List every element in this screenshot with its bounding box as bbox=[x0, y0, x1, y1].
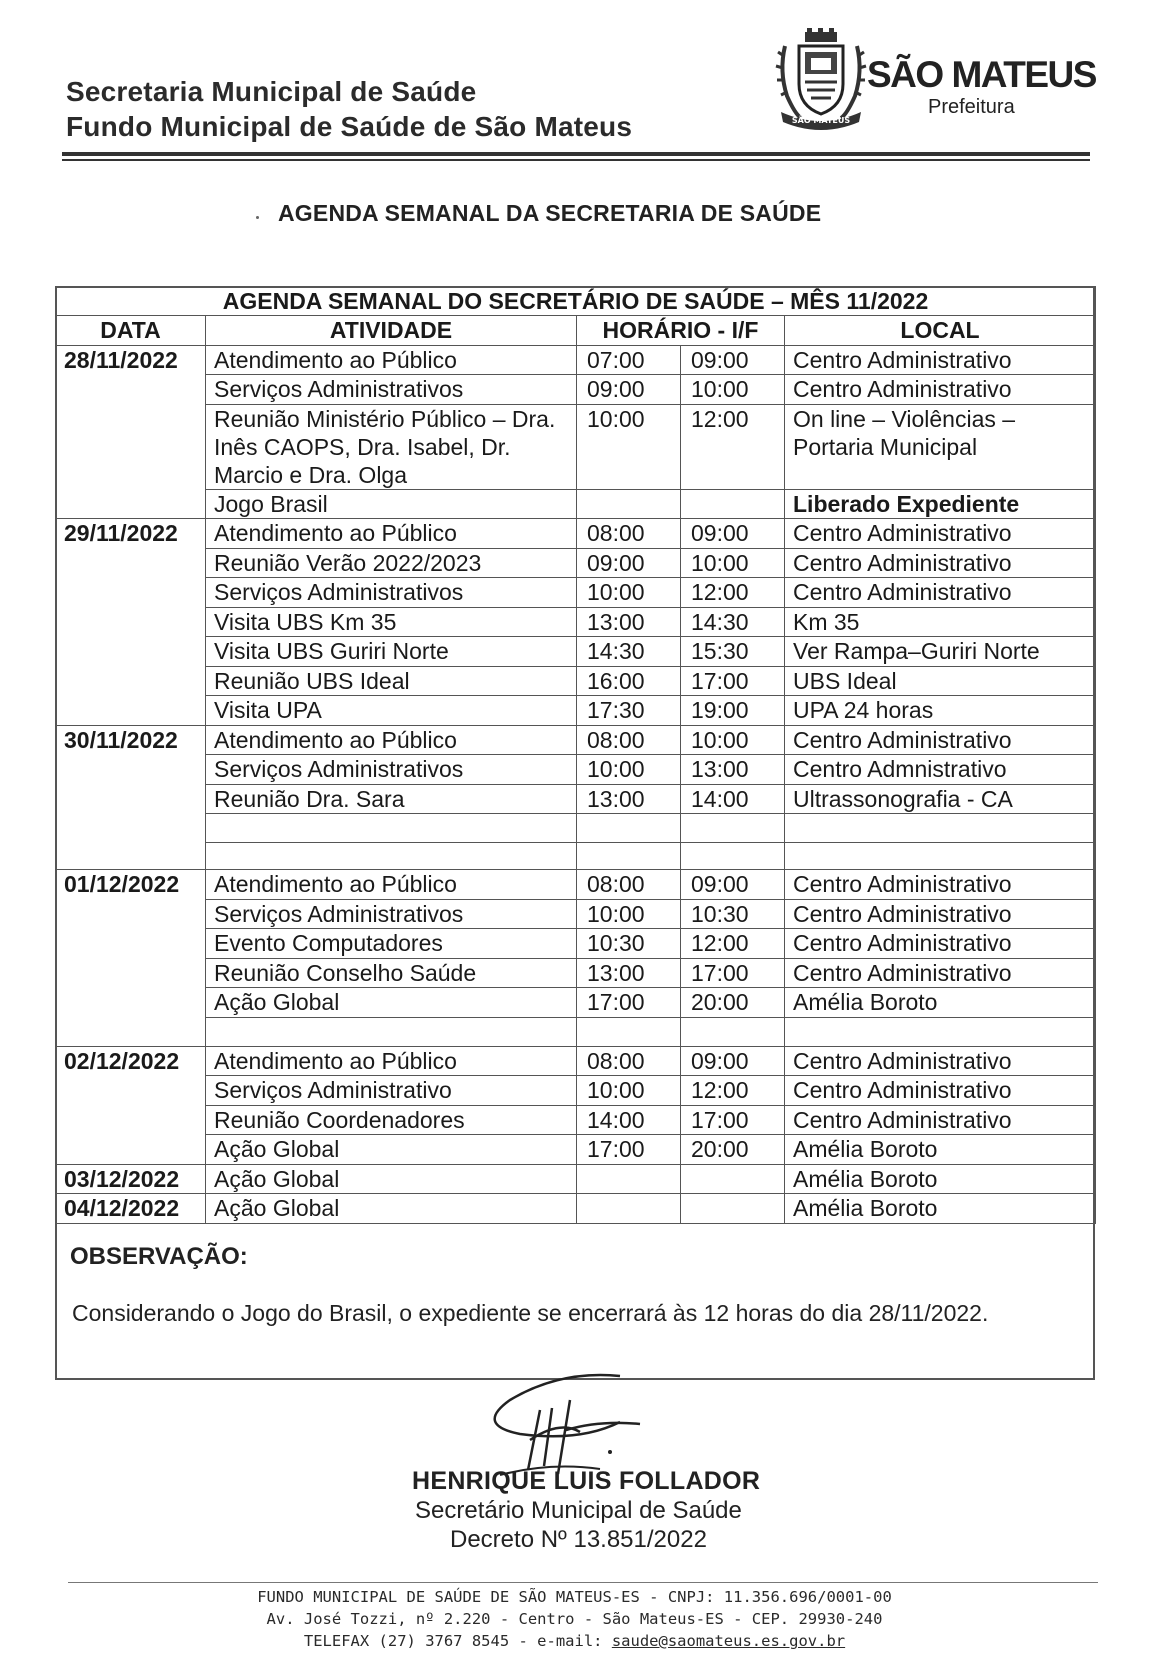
row-end-time: 10:00 bbox=[681, 375, 785, 405]
signatory-name: HENRIQUE LUIS FOLLADOR bbox=[412, 1467, 761, 1495]
table-row bbox=[56, 784, 1096, 814]
table-row bbox=[56, 1046, 1096, 1076]
stray-dot bbox=[256, 216, 259, 219]
row-start-time: 09:00 bbox=[577, 375, 681, 405]
row-date: 04/12/2022 bbox=[56, 1194, 206, 1224]
row-end-time: 20:00 bbox=[681, 1135, 785, 1165]
row-location: Centro Administrativo bbox=[785, 578, 1096, 608]
empty-row bbox=[56, 1017, 1096, 1046]
footer-line-1: FUNDO MUNICIPAL DE SAÚDE DE SÃO MATEUS-ES - CNPJ: 11.356.696/0001-00 bbox=[257, 1588, 892, 1606]
table-row bbox=[56, 548, 1096, 578]
row-location: Amélia Boroto bbox=[785, 1135, 1096, 1165]
row-location: Liberado Expediente bbox=[785, 489, 1096, 519]
table-row bbox=[56, 345, 1096, 375]
row-end-time: 17:00 bbox=[681, 666, 785, 696]
row-activity: Serviços Administrativo bbox=[206, 1076, 577, 1106]
row-end-time: 09:00 bbox=[681, 1046, 785, 1076]
row-location: Centro Administrativo bbox=[785, 1105, 1096, 1135]
row-location: Amélia Boroto bbox=[785, 1194, 1096, 1224]
row-start-time: 09:00 bbox=[577, 548, 681, 578]
row-end-time: 09:00 bbox=[681, 870, 785, 900]
row-end-time bbox=[681, 489, 785, 519]
row-activity: Reunião Verão 2022/2023 bbox=[206, 548, 577, 578]
row-start-time bbox=[577, 489, 681, 519]
empty-cell bbox=[577, 814, 681, 843]
row-activity: Serviços Administrativos bbox=[206, 578, 577, 608]
row-date: 30/11/2022 bbox=[56, 725, 206, 870]
row-activity: Reunião Coordenadores bbox=[206, 1105, 577, 1135]
row-location: Centro Administrativo bbox=[785, 519, 1096, 549]
table-row bbox=[56, 489, 1096, 519]
row-activity: Atendimento ao Público bbox=[206, 725, 577, 755]
document-title: AGENDA SEMANAL DA SECRETARIA DE SAÚDE bbox=[278, 200, 822, 226]
table-row bbox=[56, 1076, 1096, 1106]
row-location: Ultrassonografia - CA bbox=[785, 784, 1096, 814]
signatory-decree: Decreto Nº 13.851/2022 bbox=[450, 1526, 707, 1553]
row-date: 03/12/2022 bbox=[56, 1164, 206, 1194]
row-location: Ver Rampa–Guriri Norte bbox=[785, 637, 1096, 667]
observation-text: Considerando o Jogo do Brasil, o expediente se encerrará às 12 horas do dia 28/11/2022. bbox=[72, 1300, 989, 1326]
table-row bbox=[56, 755, 1096, 785]
row-location: UBS Ideal bbox=[785, 666, 1096, 696]
row-end-time: 15:30 bbox=[681, 637, 785, 667]
row-start-time: 17:00 bbox=[577, 988, 681, 1018]
row-start-time: 10:00 bbox=[577, 1076, 681, 1106]
row-location: Centro Administrativo bbox=[785, 899, 1096, 929]
empty-cell bbox=[681, 843, 785, 870]
footer-contact: TELEFAX (27) 3767 8545 - e-mail: bbox=[303, 1632, 612, 1650]
row-end-time: 14:00 bbox=[681, 784, 785, 814]
row-start-time: 16:00 bbox=[577, 666, 681, 696]
row-end-time: 13:00 bbox=[681, 755, 785, 785]
row-start-time: 08:00 bbox=[577, 725, 681, 755]
row-end-time: 10:00 bbox=[681, 725, 785, 755]
row-activity: Jogo Brasil bbox=[206, 489, 577, 519]
row-end-time: 12:00 bbox=[681, 578, 785, 608]
empty-cell bbox=[785, 843, 1096, 870]
row-location: Centro Administrativo bbox=[785, 1076, 1096, 1106]
row-start-time: 10:00 bbox=[577, 578, 681, 608]
header-line-2: Fundo Municipal de Saúde de São Mateus bbox=[66, 111, 633, 142]
table-row bbox=[56, 578, 1096, 608]
empty-cell bbox=[681, 1017, 785, 1046]
row-activity: Atendimento ao Público bbox=[206, 870, 577, 900]
row-date: 02/12/2022 bbox=[56, 1046, 206, 1164]
column-header-activity: ATIVIDADE bbox=[206, 316, 577, 346]
empty-cell bbox=[206, 843, 577, 870]
row-start-time: 10:00 bbox=[577, 755, 681, 785]
row-location: Centro Administrativo bbox=[785, 375, 1096, 405]
header-rule-thick bbox=[62, 152, 1090, 156]
row-end-time: 12:00 bbox=[681, 1076, 785, 1106]
row-date: 29/11/2022 bbox=[56, 519, 206, 726]
row-start-time bbox=[577, 1164, 681, 1194]
empty-cell bbox=[785, 1017, 1096, 1046]
row-end-time: 12:00 bbox=[681, 404, 785, 489]
agenda-table bbox=[55, 286, 1096, 1224]
table-title: AGENDA SEMANAL DO SECRETÁRIO DE SAÚDE – MÊS 11/2022 bbox=[56, 287, 1096, 316]
column-header-location: LOCAL bbox=[785, 316, 1096, 346]
row-activity: Reunião Conselho Saúde bbox=[206, 958, 577, 988]
table-row bbox=[56, 637, 1096, 667]
row-start-time: 10:00 bbox=[577, 899, 681, 929]
row-location: Amélia Boroto bbox=[785, 988, 1096, 1018]
signatory-role: Secretário Municipal de Saúde bbox=[415, 1497, 742, 1524]
table-row bbox=[56, 958, 1096, 988]
row-end-time bbox=[681, 1164, 785, 1194]
row-location: Centro Administrativo bbox=[785, 345, 1096, 375]
row-activity: Ação Global bbox=[206, 1164, 577, 1194]
row-location: Amélia Boroto bbox=[785, 1164, 1096, 1194]
row-end-time: 17:00 bbox=[681, 958, 785, 988]
table-row bbox=[56, 988, 1096, 1018]
table-row bbox=[56, 607, 1096, 637]
table-row bbox=[56, 666, 1096, 696]
empty-cell bbox=[577, 1017, 681, 1046]
row-date: 01/12/2022 bbox=[56, 870, 206, 1047]
row-start-time: 08:00 bbox=[577, 519, 681, 549]
footer-email-link[interactable]: saude@saomateus.es.gov.br bbox=[611, 1632, 846, 1650]
table-row bbox=[56, 1135, 1096, 1165]
row-end-time: 19:00 bbox=[681, 696, 785, 726]
table-row bbox=[56, 519, 1096, 549]
row-activity: Ação Global bbox=[206, 1135, 577, 1165]
row-location: On line – Violências – Portaria Municipal bbox=[785, 404, 1096, 489]
table-title-row bbox=[56, 287, 1096, 316]
footer-rule bbox=[68, 1582, 1098, 1583]
row-location: Km 35 bbox=[785, 607, 1096, 637]
row-start-time: 13:00 bbox=[577, 958, 681, 988]
table-row bbox=[56, 375, 1096, 405]
row-location: Centro Administrativo bbox=[785, 929, 1096, 959]
row-activity: Reunião Ministério Público – Dra. Inês CAOPS, Dra. Isabel, Dr. Marcio e Dra. Olga bbox=[206, 404, 577, 489]
table-row bbox=[56, 929, 1096, 959]
row-activity: Atendimento ao Público bbox=[206, 345, 577, 375]
row-start-time: 17:30 bbox=[577, 696, 681, 726]
row-activity: Atendimento ao Público bbox=[206, 1046, 577, 1076]
empty-cell bbox=[206, 1017, 577, 1046]
prefeitura-logo bbox=[775, 26, 1096, 136]
column-header-time: HORÁRIO - I/F bbox=[577, 316, 785, 346]
row-start-time: 08:00 bbox=[577, 1046, 681, 1076]
letterhead bbox=[66, 74, 632, 144]
row-activity: Serviços Administrativos bbox=[206, 899, 577, 929]
brand-subtitle: Prefeitura bbox=[928, 96, 1015, 118]
row-start-time: 10:00 bbox=[577, 404, 681, 489]
row-activity: Reunião Dra. Sara bbox=[206, 784, 577, 814]
seal-text: SÃO MATEUS bbox=[791, 116, 851, 125]
table-row bbox=[56, 404, 1096, 489]
row-activity: Serviços Administrativos bbox=[206, 375, 577, 405]
header-rule-thin bbox=[62, 159, 1090, 161]
row-date: 28/11/2022 bbox=[56, 345, 206, 519]
row-end-time: 10:00 bbox=[681, 548, 785, 578]
table-row bbox=[56, 1164, 1096, 1194]
table-row bbox=[56, 870, 1096, 900]
row-end-time: 09:00 bbox=[681, 345, 785, 375]
row-location: Centro Administrativo bbox=[785, 548, 1096, 578]
row-start-time: 13:00 bbox=[577, 784, 681, 814]
row-start-time: 10:30 bbox=[577, 929, 681, 959]
coat-of-arms-icon bbox=[775, 26, 867, 130]
row-location: Centro Admnistrativo bbox=[785, 755, 1096, 785]
empty-cell bbox=[785, 814, 1096, 843]
brand-name: SÃO MATEUS bbox=[867, 54, 1096, 95]
empty-row bbox=[56, 814, 1096, 843]
row-activity: Visita UPA bbox=[206, 696, 577, 726]
row-end-time: 20:00 bbox=[681, 988, 785, 1018]
column-header-date: DATA bbox=[56, 316, 206, 346]
row-start-time: 14:30 bbox=[577, 637, 681, 667]
table-row bbox=[56, 696, 1096, 726]
row-start-time: 13:00 bbox=[577, 607, 681, 637]
row-location: Centro Administrativo bbox=[785, 958, 1096, 988]
row-start-time: 07:00 bbox=[577, 345, 681, 375]
row-activity: Ação Global bbox=[206, 1194, 577, 1224]
row-activity: Serviços Administrativos bbox=[206, 755, 577, 785]
row-start-time: 14:00 bbox=[577, 1105, 681, 1135]
row-start-time: 17:00 bbox=[577, 1135, 681, 1165]
empty-cell bbox=[206, 814, 577, 843]
row-activity: Reunião UBS Ideal bbox=[206, 666, 577, 696]
row-end-time: 12:00 bbox=[681, 929, 785, 959]
footer-line-2: Av. José Tozzi, nº 2.220 - Centro - São Mateus-ES - CEP. 29930-240 bbox=[266, 1610, 883, 1628]
row-end-time: 17:00 bbox=[681, 1105, 785, 1135]
empty-cell bbox=[577, 843, 681, 870]
row-activity: Evento Computadores bbox=[206, 929, 577, 959]
empty-cell bbox=[681, 814, 785, 843]
empty-row bbox=[56, 843, 1096, 870]
observation-label: OBSERVAÇÃO: bbox=[70, 1243, 248, 1270]
column-header-row bbox=[56, 316, 1096, 346]
row-start-time bbox=[577, 1194, 681, 1224]
row-location: Centro Administrativo bbox=[785, 870, 1096, 900]
row-activity: Atendimento ao Público bbox=[206, 519, 577, 549]
row-location: Centro Administrativo bbox=[785, 725, 1096, 755]
row-activity: Ação Global bbox=[206, 988, 577, 1018]
table-row bbox=[56, 899, 1096, 929]
table-row bbox=[56, 725, 1096, 755]
row-end-time: 10:30 bbox=[681, 899, 785, 929]
row-start-time: 08:00 bbox=[577, 870, 681, 900]
row-end-time: 14:30 bbox=[681, 607, 785, 637]
row-activity: Visita UBS Km 35 bbox=[206, 607, 577, 637]
row-location: UPA 24 horas bbox=[785, 696, 1096, 726]
table-row bbox=[56, 1105, 1096, 1135]
row-end-time: 09:00 bbox=[681, 519, 785, 549]
row-activity: Visita UBS Guriri Norte bbox=[206, 637, 577, 667]
row-end-time bbox=[681, 1194, 785, 1224]
header-line-1: Secretaria Municipal de Saúde bbox=[66, 76, 477, 107]
row-location: Centro Administrativo bbox=[785, 1046, 1096, 1076]
table-row bbox=[56, 1194, 1096, 1224]
footer-line-3 bbox=[0, 1632, 1149, 1650]
